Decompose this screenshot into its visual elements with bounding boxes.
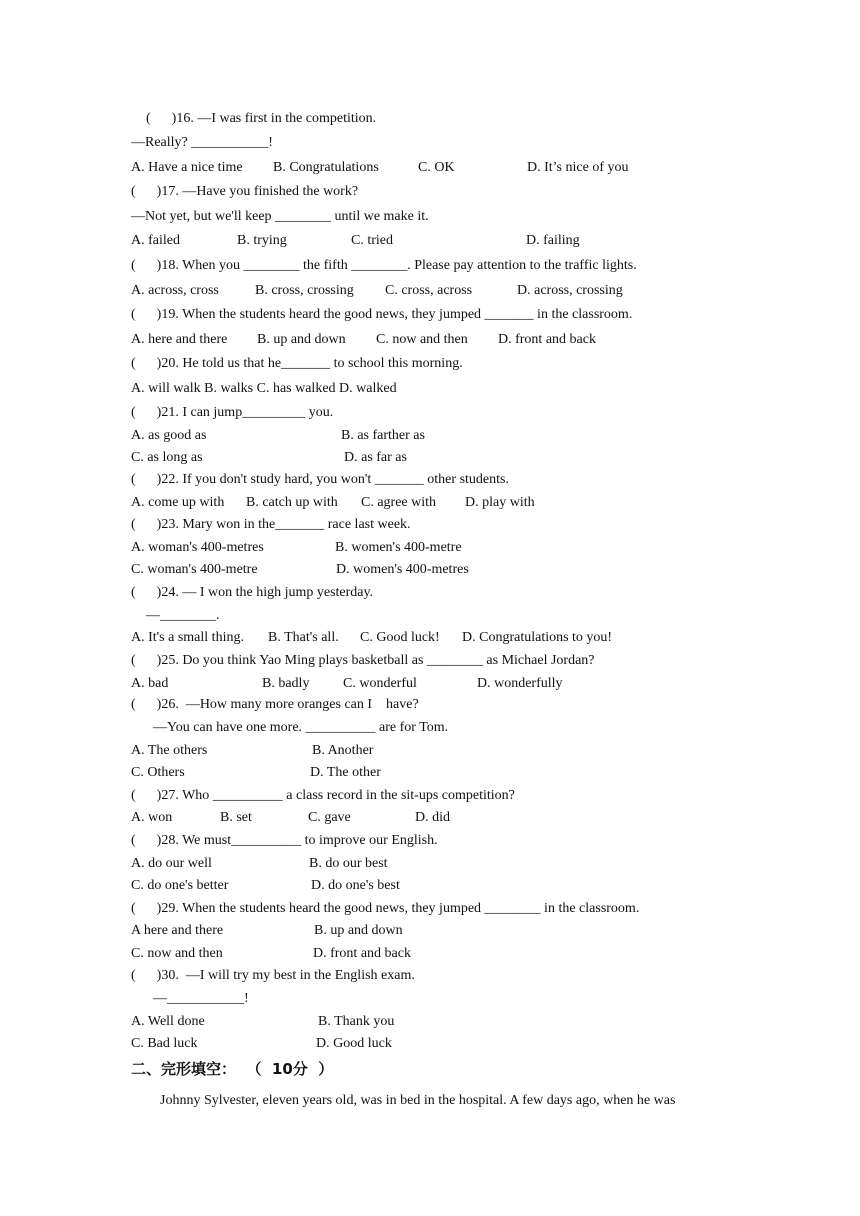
q24-stem: ( )24. — I won the high jump yesterday.: [131, 585, 374, 600]
q16-option-b: B. Congratulations: [273, 160, 379, 175]
q28-option-b: B. do our best: [309, 856, 388, 871]
q16-stem: ( )16. —I was first in the competition.: [146, 111, 377, 126]
q22-option-c: C. agree with: [361, 495, 437, 510]
q23-option-c: C. woman's 400-metre: [131, 562, 258, 577]
q16-option-d: D. It’s nice of you: [527, 160, 629, 175]
q17-stem: ( )17. —Have you finished the work?: [131, 184, 359, 199]
q30-option-a: A. Well done: [131, 1014, 205, 1029]
q22-option-b: B. catch up with: [246, 495, 338, 510]
q28-option-c: C. do one's better: [131, 878, 229, 893]
q29-option-a: A here and there: [131, 923, 224, 938]
q28-option-a: A. do our well: [131, 856, 212, 871]
q26-option-b: B. Another: [312, 743, 374, 758]
q18-option-b: B. cross, crossing: [255, 283, 354, 298]
q26-option-d: D. The other: [310, 765, 381, 780]
q24-option-d: D. Congratulations to you!: [462, 630, 613, 645]
q22-option-d: D. play with: [465, 495, 535, 510]
q19-option-a: A. here and there: [131, 332, 228, 347]
q18-option-c: C. cross, across: [385, 283, 473, 298]
q23-stem: ( )23. Mary won in the_______ race last week.: [131, 517, 411, 532]
q24-option-a: A. It's a small thing.: [131, 630, 244, 645]
q21-option-c: C. as long as: [131, 450, 203, 465]
q18-stem: ( )18. When you ________ the fifth ________. Please pay attention to the traffic lights.: [131, 258, 637, 273]
q20-options: A. will walk B. walks C. has walked D. walked: [131, 381, 397, 396]
q26-option-c: C. Others: [131, 765, 185, 780]
q25-stem: ( )25. Do you think Yao Ming plays basketball as ________ as Michael Jordan?: [131, 653, 595, 668]
q30-option-d: D. Good luck: [316, 1036, 392, 1051]
q29-option-c: C. now and then: [131, 946, 223, 961]
q26-option-a: A. The others: [131, 743, 208, 758]
q21-stem: ( )21. I can jump_________ you.: [131, 405, 334, 420]
q21-option-a: A. as good as: [131, 428, 207, 443]
q21-option-b: B. as farther as: [341, 428, 425, 443]
q24-reply: —________.: [146, 608, 220, 623]
q23-option-b: B. women's 400-metre: [335, 540, 462, 555]
q19-option-c: C. now and then: [376, 332, 468, 347]
q25-option-b: B. badly: [262, 676, 310, 691]
q17-reply: —Not yet, but we'll keep ________ until we make it.: [131, 209, 429, 224]
q30-reply: —___________!: [153, 991, 249, 1006]
q19-option-d: D. front and back: [498, 332, 596, 347]
q27-option-b: B. set: [220, 810, 252, 825]
q25-option-a: A. bad: [131, 676, 169, 691]
q26-stem: ( )26. —How many more oranges can I have?: [131, 697, 419, 712]
q18-option-a: A. across, cross: [131, 283, 219, 298]
q27-option-d: D. did: [415, 810, 450, 825]
q30-option-c: C. Bad luck: [131, 1036, 198, 1051]
q28-stem: ( )28. We must__________ to improve our English.: [131, 833, 438, 848]
q17-option-a: A. failed: [131, 233, 180, 248]
q27-option-a: A. won: [131, 810, 173, 825]
q30-option-b: B. Thank you: [318, 1014, 395, 1029]
q25-option-d: D. wonderfully: [477, 676, 563, 691]
q26-reply: —You can have one more. __________ are for Tom.: [153, 720, 449, 735]
q25-option-c: C. wonderful: [343, 676, 417, 691]
q29-stem: ( )29. When the students heard the good news, they jumped ________ in the classroom.: [131, 901, 640, 916]
q27-stem: ( )27. Who __________ a class record in the sit-ups competition?: [131, 788, 515, 803]
q16-option-c: C. OK: [418, 160, 455, 175]
q28-option-d: D. do one's best: [311, 878, 400, 893]
q24-option-b: B. That's all.: [268, 630, 339, 645]
q16-option-a: A. Have a nice time: [131, 160, 243, 175]
q29-option-b: B. up and down: [314, 923, 403, 938]
q22-option-a: A. come up with: [131, 495, 225, 510]
q21-option-d: D. as far as: [344, 450, 407, 465]
q30-stem: ( )30. —I will try my best in the English exam.: [131, 968, 415, 983]
q17-option-d: D. failing: [526, 233, 580, 248]
q23-option-a: A. woman's 400-metres: [131, 540, 264, 555]
q29-option-d: D. front and back: [313, 946, 411, 961]
q24-option-c: C. Good luck!: [360, 630, 440, 645]
q16-reply: —Really? ___________!: [131, 135, 273, 150]
q19-stem: ( )19. When the students heard the good news, they jumped _______ in the classroom.: [131, 307, 633, 322]
section-heading-cloze: 二、完形填空： （ 10分 ）: [131, 1060, 334, 1078]
q19-option-b: B. up and down: [257, 332, 346, 347]
q17-option-b: B. trying: [237, 233, 287, 248]
q27-option-c: C. gave: [308, 810, 351, 825]
q17-option-c: C. tried: [351, 233, 393, 248]
passage-line-1: Johnny Sylvester, eleven years old, was in bed in the hospital. A few days ago, when he was: [160, 1093, 676, 1108]
q22-stem: ( )22. If you don't study hard, you won't _______ other students.: [131, 472, 509, 487]
q18-option-d: D. across, crossing: [517, 283, 623, 298]
q20-stem: ( )20. He told us that he_______ to school this morning.: [131, 356, 463, 371]
q23-option-d: D. women's 400-metres: [336, 562, 469, 577]
